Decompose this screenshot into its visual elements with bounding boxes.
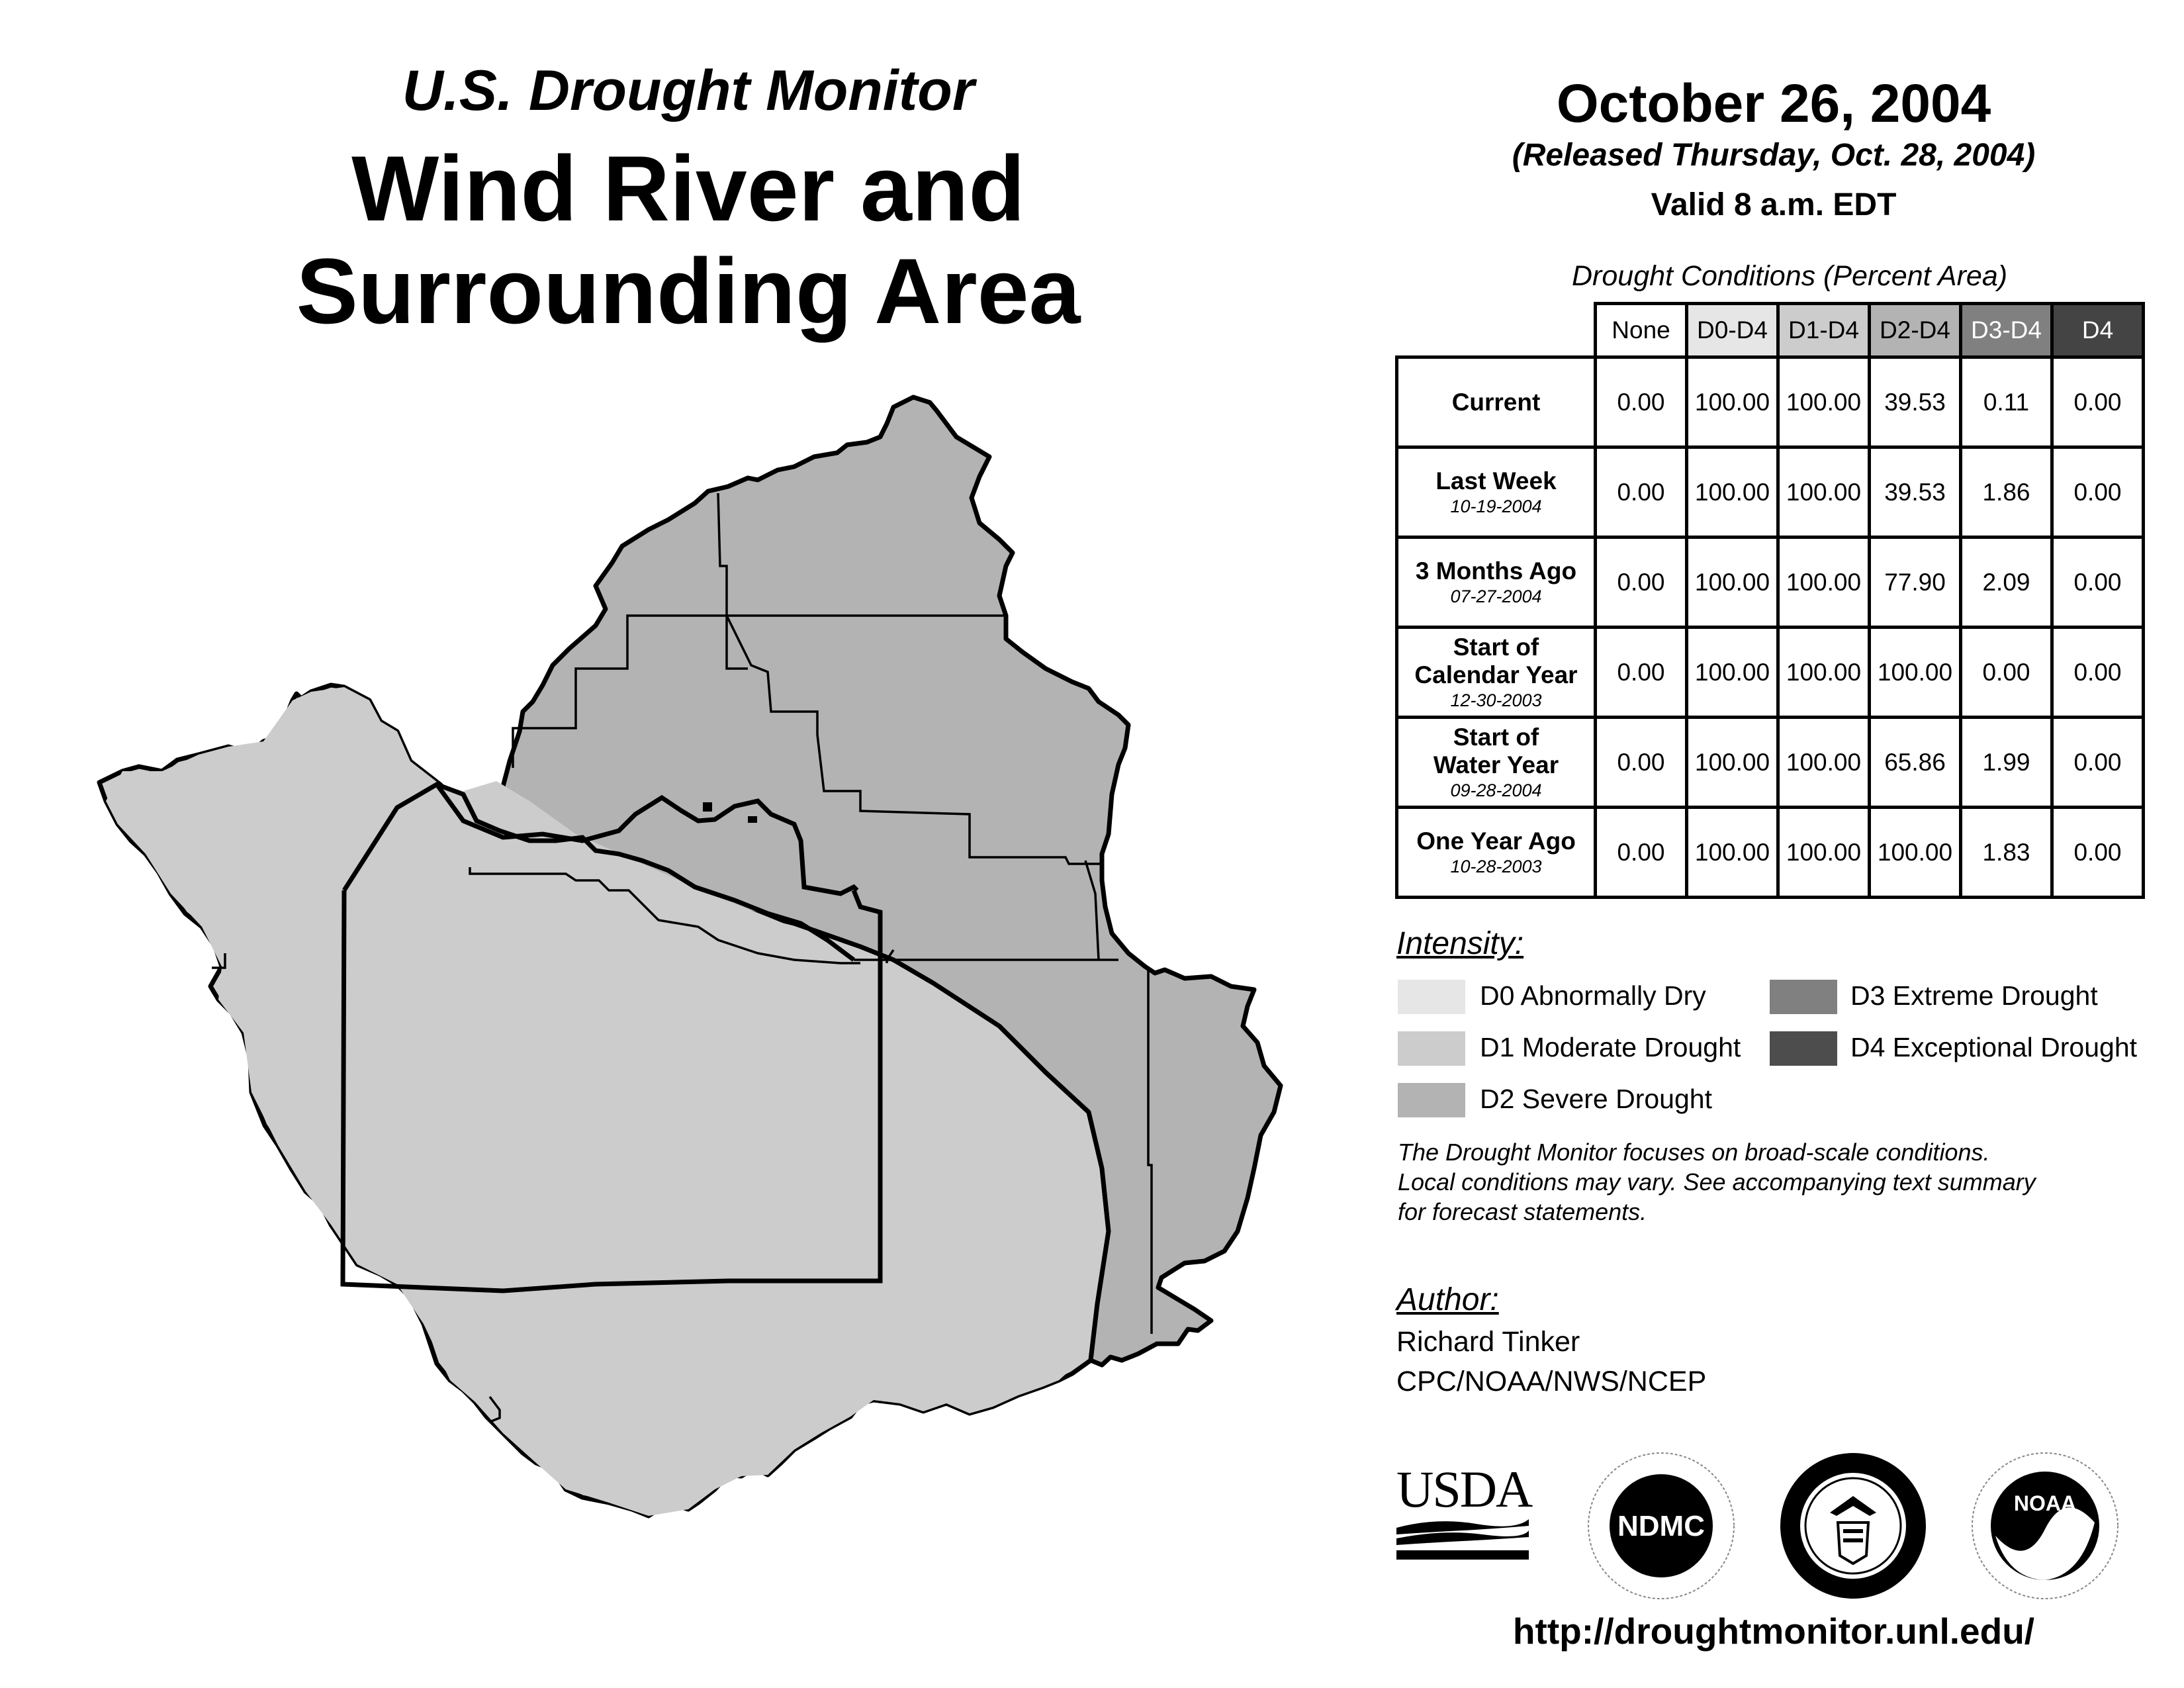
- table-cell: 0.11: [1961, 357, 2052, 447]
- table-cell: 0.00: [1596, 357, 1687, 447]
- lake-marker: [748, 816, 757, 823]
- usda-logo: [1396, 1460, 1532, 1562]
- release-date: (Released Thursday, Oct. 28, 2004): [1512, 138, 2036, 173]
- monitor-title: U.S. Drought Monitor: [402, 59, 975, 122]
- website-url: http://droughtmonitor.unl.edu/: [1512, 1611, 2035, 1652]
- table-cell: 1.99: [1961, 718, 2052, 808]
- drought-conditions-table: [1395, 302, 2145, 899]
- row-label-text: One Year Ago: [1416, 827, 1576, 855]
- ndmc-logo: [1585, 1450, 1737, 1602]
- col-header-d3-d4: D3-D4: [1961, 304, 2052, 357]
- map-date: October 26, 2004: [1556, 73, 1991, 134]
- row-label: [1397, 357, 1596, 447]
- table-cell: 65.86: [1870, 718, 1961, 808]
- table-caption: Drought Conditions (Percent Area): [1572, 260, 2008, 292]
- col-header-d0-d4: D0-D4: [1687, 304, 1778, 357]
- noaa-logo-text: NOAA: [2013, 1491, 2077, 1515]
- row-label-text: Current: [1451, 388, 1541, 416]
- row-date: 12-30-2003: [1450, 690, 1542, 710]
- legend-swatch-d2: [1398, 1083, 1465, 1117]
- legend-heading: Intensity:: [1396, 926, 1524, 961]
- region-title-line1: Wind River and: [351, 136, 1025, 240]
- table-cell: 0.00: [2052, 628, 2144, 718]
- author-org: CPC/NOAA/NWS/NCEP: [1396, 1366, 1707, 1397]
- table-cell: 100.00: [1778, 808, 1870, 898]
- row-date: 10-28-2003: [1450, 856, 1542, 876]
- row-label: [1397, 628, 1596, 718]
- table-cell: 0.00: [1596, 538, 1687, 628]
- table-cell: 2.09: [1961, 538, 2052, 628]
- table-cell: 100.00: [1870, 808, 1961, 898]
- table-cell: 100.00: [1778, 357, 1870, 447]
- table-cell: 100.00: [1687, 808, 1778, 898]
- valid-time: Valid 8 a.m. EDT: [1651, 187, 1897, 222]
- table-corner: [1397, 304, 1596, 357]
- row-label: [1397, 718, 1596, 808]
- table-cell: 0.00: [2052, 808, 2144, 898]
- table-row: [1397, 447, 2144, 538]
- col-header-d2-d4: D2-D4: [1870, 304, 1961, 357]
- table-cell: 0.00: [1596, 628, 1687, 718]
- table-cell: 1.86: [1961, 447, 2052, 538]
- table-header-row: [1397, 304, 2144, 357]
- legend-label-d4: D4 Exceptional Drought: [1850, 1032, 2138, 1062]
- col-header-d1-d4: D1-D4: [1778, 304, 1870, 357]
- legend-label-d2: D2 Severe Drought: [1480, 1084, 1712, 1114]
- table-cell: 0.00: [1596, 718, 1687, 808]
- legend-label-d0: D0 Abnormally Dry: [1480, 980, 1706, 1011]
- region-title-line2: Surrounding Area: [296, 239, 1081, 343]
- table-cell: 1.83: [1961, 808, 2052, 898]
- disclaimer-line: The Drought Monitor focuses on broad-scale conditions.: [1398, 1139, 1990, 1166]
- table-cell: 0.00: [2052, 718, 2144, 808]
- row-label-text: Start of: [1453, 723, 1539, 751]
- row-label: [1397, 538, 1596, 628]
- table-cell: 0.00: [2052, 357, 2144, 447]
- table-row: [1397, 538, 2144, 628]
- table-cell: 0.00: [2052, 538, 2144, 628]
- disclaimer-line: for forecast statements.: [1398, 1198, 1647, 1225]
- table-cell: 100.00: [1687, 447, 1778, 538]
- table-row: [1397, 357, 2144, 447]
- table-cell: 100.00: [1778, 447, 1870, 538]
- legend-label-d3: D3 Extreme Drought: [1850, 980, 2098, 1011]
- author-heading: Author:: [1396, 1282, 1499, 1317]
- author-name: Richard Tinker: [1396, 1326, 1580, 1358]
- legend-swatch-d3: [1770, 980, 1837, 1014]
- table-cell: 100.00: [1778, 538, 1870, 628]
- row-label-text: Start of: [1453, 633, 1539, 661]
- row-label: [1397, 447, 1596, 538]
- lake-marker: [703, 802, 712, 812]
- table-cell: 0.00: [1596, 447, 1687, 538]
- row-date: 10-19-2004: [1450, 496, 1542, 516]
- table-cell: 100.00: [1870, 628, 1961, 718]
- table-cell: 100.00: [1778, 718, 1870, 808]
- row-label-text: 3 Months Ago: [1415, 557, 1577, 585]
- row-date: 07-27-2004: [1450, 586, 1542, 606]
- disclaimer: [1398, 1137, 2159, 1227]
- table-row: [1397, 808, 2144, 898]
- row-label-text-2: Water Year: [1433, 751, 1559, 778]
- col-header-d4: D4: [2052, 304, 2144, 357]
- table-cell: 0.00: [1596, 808, 1687, 898]
- table-cell: 39.53: [1870, 357, 1961, 447]
- usda-hills-icon: [1396, 1516, 1529, 1562]
- legend-label-d1: D1 Moderate Drought: [1480, 1032, 1741, 1062]
- table-cell: 100.00: [1687, 538, 1778, 628]
- noaa-logo: [1969, 1450, 2121, 1602]
- table-cell: 0.00: [2052, 447, 2144, 538]
- col-header-none: None: [1596, 304, 1687, 357]
- row-label-text-2: Calendar Year: [1414, 661, 1578, 688]
- table-cell: 100.00: [1687, 628, 1778, 718]
- row-date: 09-28-2004: [1450, 780, 1542, 800]
- disclaimer-line: Local conditions may vary. See accompanying text summary: [1398, 1168, 2036, 1196]
- table-cell: 77.90: [1870, 538, 1961, 628]
- table-cell: 0.00: [1961, 628, 2052, 718]
- legend-swatch-d1: [1398, 1031, 1465, 1066]
- legend-swatch-d0: [1398, 980, 1465, 1014]
- row-label: [1397, 808, 1596, 898]
- row-label-text: Last Week: [1435, 467, 1557, 494]
- ndmc-logo-text: NDMC: [1617, 1510, 1705, 1542]
- table-cell: 100.00: [1778, 628, 1870, 718]
- commerce-seal-logo: [1777, 1450, 1929, 1602]
- table-cell: 39.53: [1870, 447, 1961, 538]
- legend-swatch-d4: [1770, 1031, 1837, 1066]
- table-cell: 100.00: [1687, 718, 1778, 808]
- table-cell: 100.00: [1687, 357, 1778, 447]
- usda-logo-text: USDA: [1396, 1460, 1532, 1518]
- table-row: [1397, 718, 2144, 808]
- table-row: [1397, 628, 2144, 718]
